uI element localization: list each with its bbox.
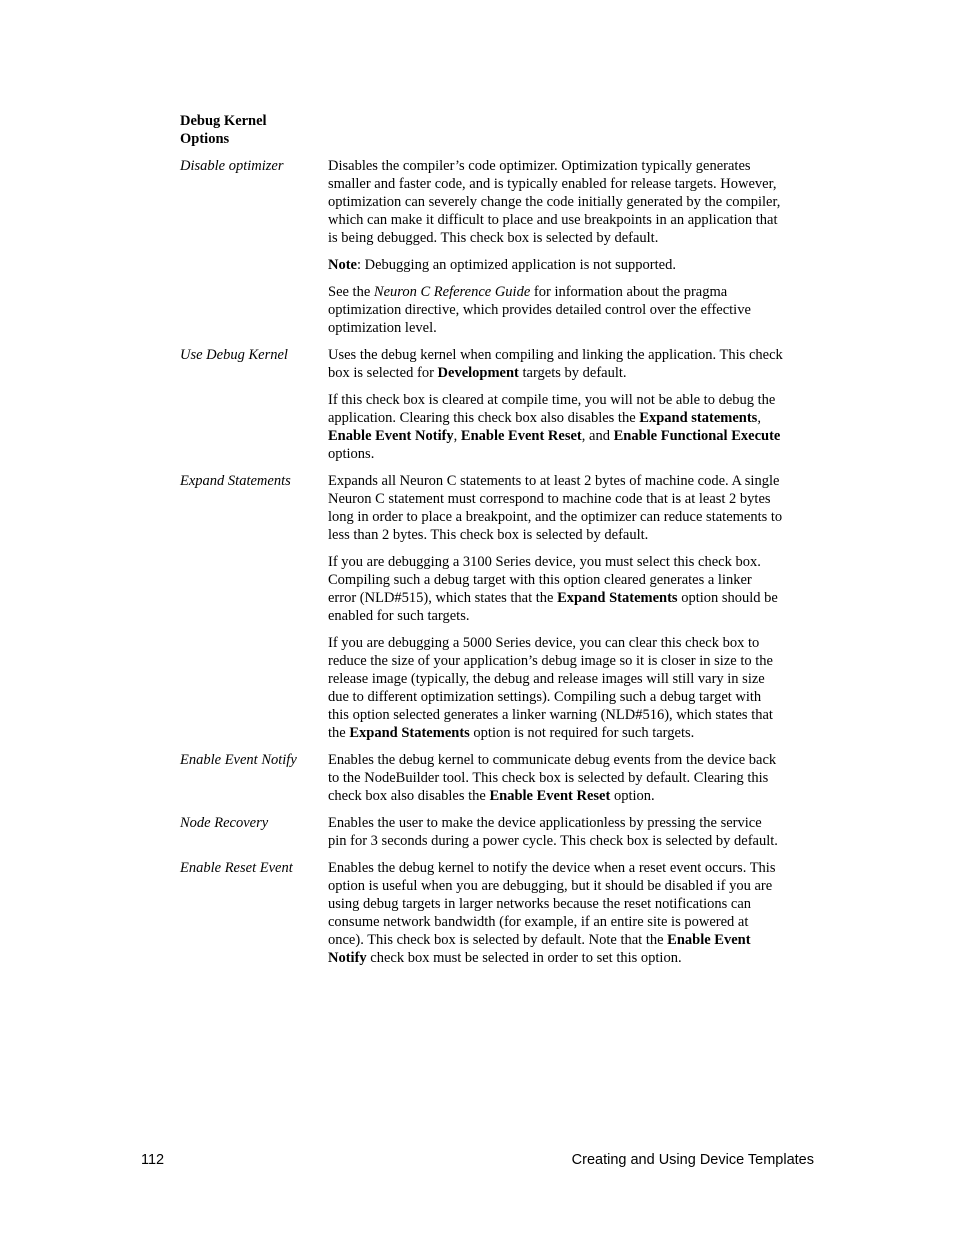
option-description [328, 346, 783, 463]
option-term: Expand Statements [180, 473, 291, 489]
option-description [328, 472, 783, 742]
description-paragraph [328, 472, 783, 544]
text-run: Disables the compiler’s code optimizer. Optimization typically generates smaller and faster code, and is typically enabled for release targets. However, optimization can severely change the code initially generated by the compiler, which can make it difficult to place and use breakpoints in an application that is being debugged. This check box is selected by default. [328, 158, 781, 246]
description-paragraph [328, 859, 783, 967]
option-term: Enable Reset Event [180, 860, 293, 876]
description-paragraph [328, 751, 783, 805]
text-run: Enables the debug kernel to communicate debug events from the device back to the NodeBuilder tool. This check box is selected by default. Clearing this check box also disables the [328, 752, 777, 804]
option-description [328, 157, 783, 337]
bold-term: Expand Statements [349, 725, 470, 741]
italic-title: Neuron C Reference Guide [373, 284, 531, 300]
text-run: : Debugging an optimized application is not supported. [357, 257, 676, 273]
description-paragraph [328, 634, 783, 742]
option-row [180, 751, 790, 805]
option-row [180, 859, 790, 967]
bold-term: Note [328, 257, 357, 273]
text-run: for information about the pragma optimization directive, which provides detailed control over the effective optimization level. [328, 284, 751, 336]
description-paragraph [328, 157, 783, 247]
description-paragraph [328, 256, 783, 274]
option-description [328, 859, 783, 967]
text-run: targets by default. [518, 365, 627, 381]
section-heading-line-2: Options [180, 131, 230, 147]
text-run: If this check box is cleared at compile time, you will not be able to debug the application. Clearing this check box also disables the [328, 392, 776, 426]
description-paragraph [328, 553, 783, 625]
description-paragraph [328, 391, 783, 463]
option-row [180, 157, 790, 337]
bold-term: Development [437, 365, 519, 381]
option-row [180, 472, 790, 742]
text-run: option is not required for such targets. [469, 725, 695, 741]
description-paragraph [328, 814, 783, 850]
text-run: option. [610, 788, 655, 804]
option-term: Disable optimizer [180, 158, 284, 174]
option-description [328, 751, 783, 805]
page-footer [141, 1150, 814, 1170]
text-run: Enables the debug kernel to notify the device when a reset event occurs. This option is useful when you are debugging, but it should be disabled if you are using debug targets in larger networks because the reset notifications can consume network bandwidth (for example, if an entire site is powered at once). This check box is selected by default. Note that the [328, 860, 776, 948]
text-run: Expands all Neuron C statements to at least 2 bytes of machine code. A single Neuron C statement must correspond to machine code that is at least 2 bytes long in order to place a breakpoint, and the optimizer can reduce statements to less than 2 bytes. This check box is selected by default. [328, 473, 783, 543]
text-run: options. [328, 446, 375, 462]
text-run: If you are debugging a 3100 Series device, you must select this check box. Compiling such a debug target with this option cleared generates a linker error (NLD#515), which states that the [328, 554, 761, 606]
bold-term: Expand statements [639, 410, 758, 426]
section-heading [180, 112, 310, 148]
option-row [180, 346, 790, 463]
bold-term: Enable Event Notify [328, 932, 751, 966]
bold-term: Enable Event Reset [460, 428, 582, 444]
footer-title: Creating and Using Device Templates [571, 1152, 814, 1168]
option-list [180, 157, 790, 976]
description-paragraph [328, 283, 783, 337]
text-run: , [757, 410, 761, 426]
text-run: Uses the debug kernel when compiling and linking the application. This check box is selected for [328, 347, 783, 381]
option-row [180, 814, 790, 850]
bold-term: Enable Functional Execute [613, 428, 781, 444]
text-run: , and [581, 428, 614, 444]
bold-term: Expand Statements [557, 590, 678, 606]
text-run: , [453, 428, 461, 444]
section-heading-line-1: Debug Kernel [180, 113, 267, 129]
text-run: See the [328, 284, 374, 300]
option-term: Enable Event Notify [180, 752, 297, 768]
option-term: Node Recovery [180, 815, 269, 831]
text-run: check box must be selected in order to set this option. [366, 950, 682, 966]
bold-term: Enable Event Notify [328, 428, 454, 444]
bold-term: Enable Event Reset [489, 788, 611, 804]
option-term: Use Debug Kernel [180, 347, 288, 363]
option-description [328, 814, 783, 850]
text-run: Enables the user to make the device applicationless by pressing the service pin for 3 seconds during a power cycle. This check box is selected by default. [328, 815, 778, 849]
text-run: If you are debugging a 5000 Series device, you can clear this check box to reduce the size of your application’s debug image so it is closer in size to the release image (typically, the debug and release images will still vary in size due to different optimization settings). Compiling such a debug target with this option selected generates a linker warning (NLD#516), which states that the [328, 635, 773, 741]
text-run: option should be enabled for such targets. [328, 590, 778, 624]
description-paragraph [328, 346, 783, 382]
page-number: 112 [141, 1152, 165, 1168]
